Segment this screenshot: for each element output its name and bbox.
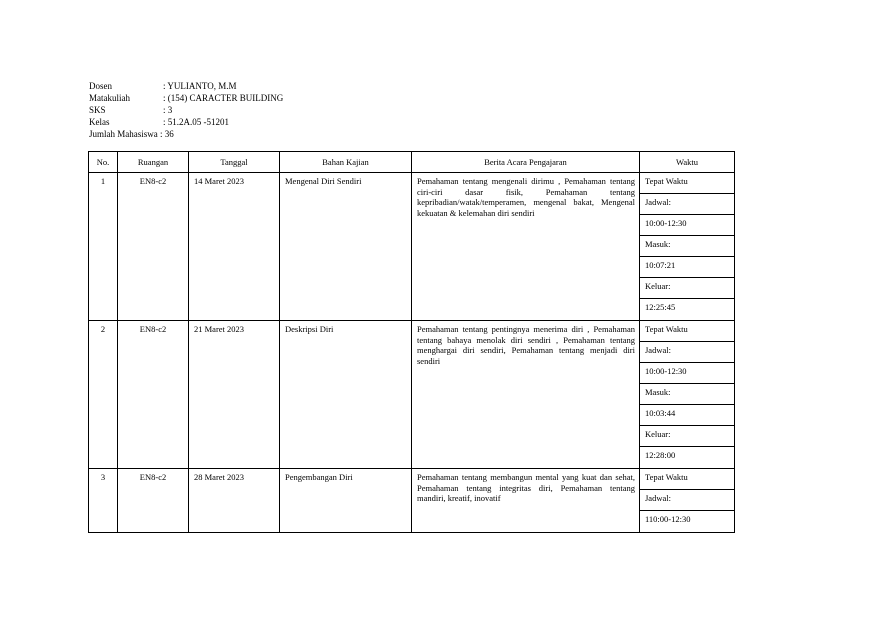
waktu-masuk-value: 10:03:44 [640, 405, 734, 426]
cell-bahan: Deskripsi Diri [280, 321, 412, 469]
cell-waktu [640, 173, 735, 321]
waktu-keluar-label: Keluar: [640, 278, 734, 299]
matakuliah-row [89, 92, 283, 104]
sks-value: : 3 [163, 105, 173, 115]
sks-label: SKS [89, 105, 106, 115]
table-header-row [89, 152, 735, 173]
waktu-keluar-value: 12:28:00 [645, 450, 676, 460]
cell-bahan: Mengenal Diri Sendiri [280, 173, 412, 321]
cell-tanggal: 21 Maret 2023 [189, 321, 280, 469]
waktu-jadwal-value: 110:00-12:30 [645, 514, 691, 524]
cell-ruangan: EN8-c2 [118, 469, 189, 533]
waktu-status: Tepat Waktu [640, 321, 734, 342]
cell-tanggal: 28 Maret 2023 [189, 469, 280, 533]
cell-berita: Pemahaman tentang pentingnya menerima diri , Pemahaman tentang bahaya menolak diri sendiri , Pemahaman tentang menghargai diri sendiri, Pemahaman tentang menjadi diri sendiri [412, 321, 640, 469]
waktu-masuk-label: Masuk: [640, 384, 734, 405]
matakuliah-value: : (154) CARACTER BUILDING [163, 93, 284, 103]
kelas-label: Kelas [89, 117, 110, 127]
header-berita-acara: Berita Acara Pengajaran [412, 152, 640, 173]
cell-no: 1 [89, 173, 118, 321]
waktu-jadwal-label: Jadwal: [640, 194, 734, 215]
dosen-value: : YULIANTO, M.M [163, 81, 237, 91]
sks-row [89, 104, 283, 116]
waktu-jadwal-label: Jadwal: [640, 342, 734, 363]
header-no: No. [89, 152, 118, 173]
jumlah-mahasiswa: Jumlah Mahasiswa : 36 [89, 129, 174, 139]
waktu-status: Tepat Waktu [640, 173, 734, 194]
matakuliah-label: Matakuliah [89, 93, 130, 103]
dosen-label: Dosen [89, 81, 112, 91]
kelas-value: : 51.2A.05 -51201 [163, 117, 229, 127]
waktu-keluar-label: Keluar: [640, 426, 734, 447]
header-ruangan: Ruangan [118, 152, 189, 173]
waktu-jadwal-label: Jadwal: [640, 490, 734, 511]
cell-ruangan: EN8-c2 [118, 173, 189, 321]
cell-waktu [640, 321, 735, 469]
dosen-row [89, 80, 283, 92]
cell-waktu [640, 469, 735, 533]
header-waktu: Waktu [640, 152, 735, 173]
cell-tanggal: 14 Maret 2023 [189, 173, 280, 321]
cell-ruangan: EN8-c2 [118, 321, 189, 469]
cell-no: 2 [89, 321, 118, 469]
kelas-row [89, 116, 283, 128]
waktu-masuk-value: 10:07:21 [640, 257, 734, 278]
cell-berita: Pemahaman tentang mengenali dirimu , Pemahaman tentang ciri-ciri dasar fisik, Pemahaman tentang kepribadian/watak/temperamen, mengenal bakat, Mengenal kekuatan & kelemahan diri sendiri [412, 173, 640, 321]
waktu-masuk-label: Masuk: [640, 236, 734, 257]
attendance-table [88, 151, 735, 533]
cell-no: 3 [89, 469, 118, 533]
waktu-keluar-value: 12:25:45 [645, 302, 676, 312]
cell-bahan: Pengembangan Diri [280, 469, 412, 533]
jumlah-row [89, 128, 283, 140]
table-row [89, 321, 735, 469]
waktu-status: Tepat Waktu [640, 469, 734, 490]
waktu-jadwal-value: 10:00-12:30 [640, 363, 734, 384]
header-bahan-kajian: Bahan Kajian [280, 152, 412, 173]
course-info [89, 80, 283, 140]
table-row [89, 469, 735, 533]
cell-berita: Pemahaman tentang membangun mental yang kuat dan sehat, Pemahaman tentang integritas diri, Pemahaman tentang mandiri, kreatif, inovatif [412, 469, 640, 533]
waktu-jadwal-value: 10:00-12:30 [640, 215, 734, 236]
header-tanggal: Tanggal [189, 152, 280, 173]
table-row [89, 173, 735, 321]
